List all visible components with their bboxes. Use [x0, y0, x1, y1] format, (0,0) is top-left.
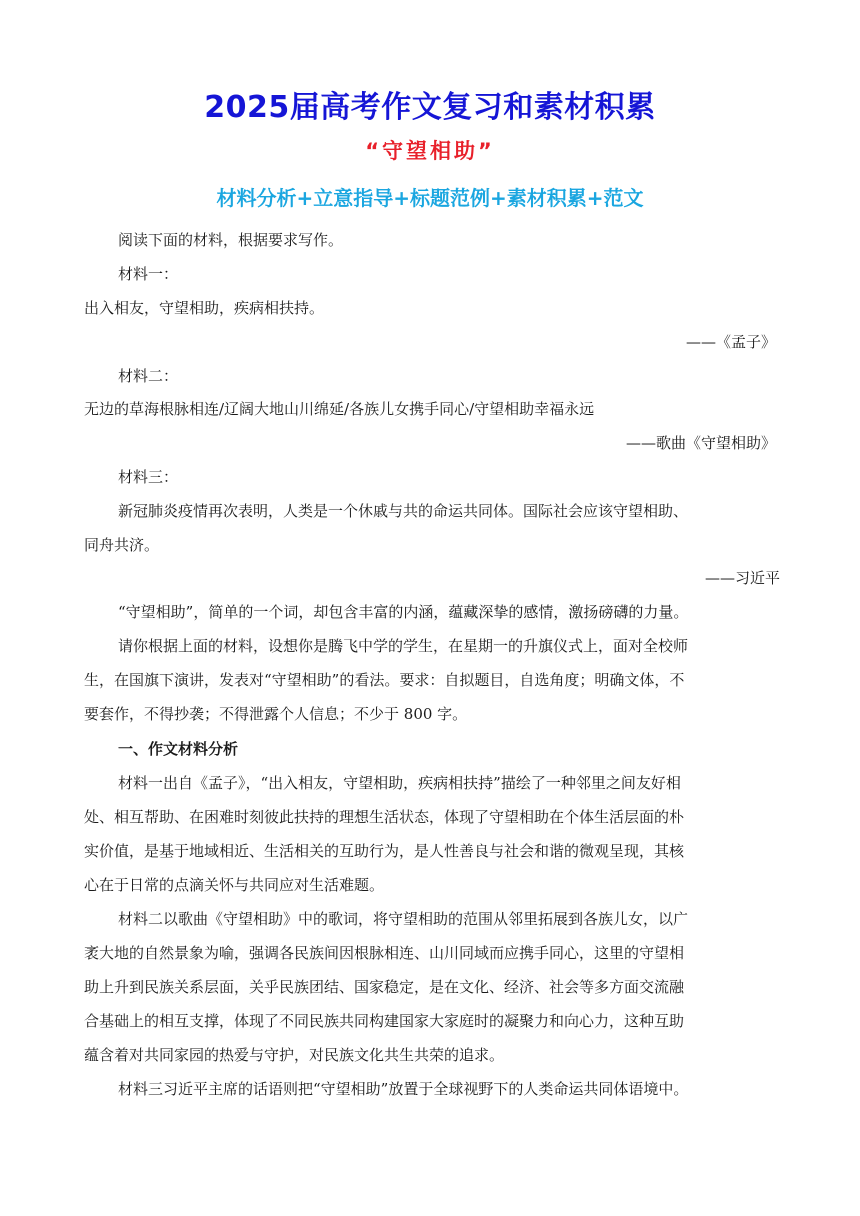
document-title: 2025届高考作文复习和素材积累: [204, 90, 656, 125]
analysis1-line: 处、相互帮助、在困难时刻彼此扶持的理想生活状态，体现了守望相助在个体生活层面的朴: [84, 808, 685, 826]
analysis2-line: 蕴含着对共同家园的热爱与守护，对民族文化共生共荣的追求。: [84, 1046, 505, 1064]
material3-source: ——习近平: [704, 569, 780, 587]
analysis1-line: 心在于日常的点滴关怀与共同应对生活难题。: [84, 876, 385, 894]
prompt-line: 请你根据上面的材料，设想你是腾飞中学的学生，在星期一的升旗仪式上，面对全校师: [118, 637, 689, 655]
document-subtitle: “守望相助”: [365, 139, 495, 163]
material1-label: 材料一：: [118, 265, 179, 283]
material1-source: ——《孟子》: [685, 333, 776, 351]
intro-text: 阅读下面的材料，根据要求写作。: [118, 231, 344, 249]
prompt-line: 生，在国旗下演讲，发表对“守望相助”的看法。要求：自拟题目，自选角度；明确文体，不: [84, 671, 685, 689]
material2-label: 材料二：: [118, 367, 179, 385]
document-tagline: 材料分析+立意指导+标题范例+素材积累+范文: [216, 186, 644, 210]
analysis2-line: 材料二以歌曲《守望相助》中的歌词，将守望相助的范围从邻里拓展到各族儿女，以广: [118, 910, 689, 928]
analysis1-line: 实价值，是基于地域相近、生活相关的互助行为，是人性善良与社会和谐的微观呈现，其核: [84, 842, 685, 860]
material1-text: 出入相友，守望相助，疾病相扶持。: [84, 299, 325, 317]
material2-source: ——歌曲《守望相助》: [625, 434, 776, 452]
analysis2-line: 助上升到民族关系层面，关乎民族团结、国家稳定，是在文化、经济、社会等多方面交流融: [84, 978, 685, 996]
analysis1-line: 材料一出自《孟子》，“出入相友，守望相助，疾病相扶持”描绘了一种邻里之间友好相: [118, 774, 681, 792]
section1-heading: 一、作文材料分析: [118, 740, 239, 758]
analysis3-line: 材料三习近平主席的话语则把“守望相助”放置于全球视野下的人类命运共同体语境中。: [118, 1080, 689, 1098]
material3-line: 同舟共济。: [84, 536, 160, 554]
analysis2-line: 合基础上的相互支撑，体现了不同民族共同构建国家大家庭时的凝聚力和向心力，这种互助: [84, 1012, 685, 1030]
analysis2-line: 袤大地的自然景象为喻，强调各民族间因根脉相连、山川同域而应携手同心，这里的守望相: [84, 944, 685, 962]
material3-line: 新冠肺炎疫情再次表明，人类是一个休戚与共的命运共同体。国际社会应该守望相助、: [118, 502, 689, 520]
prompt-line: 要套作，不得抄袭；不得泄露个人信息；不少于 800 字。: [84, 705, 468, 723]
prompt-line: “守望相助”，简单的一个词，却包含丰富的内涵，蕴藏深挚的感情，激扬磅礴的力量。: [118, 603, 689, 621]
material2-text: 无边的草海根脉相连/辽阔大地山川绵延/各族儿女携手同心/守望相助幸福永远: [84, 400, 595, 418]
material3-label: 材料三：: [118, 468, 179, 486]
